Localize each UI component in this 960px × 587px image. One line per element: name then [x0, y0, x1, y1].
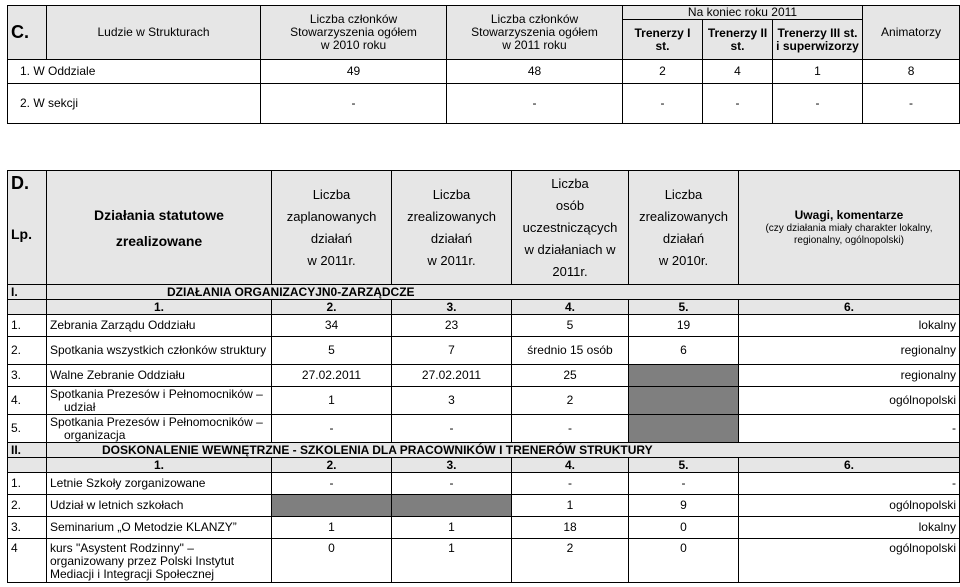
lp-header: Lp.: [11, 226, 32, 242]
trainers-3-line: i superwizorzy: [776, 38, 859, 53]
activities-line: zrealizowane: [115, 232, 203, 249]
cell-members-2010: 49: [261, 60, 447, 84]
realized-2011-line: działań: [430, 230, 473, 246]
row-number: 2.: [8, 495, 47, 517]
col-realized-2010-header: [629, 171, 739, 285]
planned-line: Liczba: [312, 186, 351, 202]
cell-trainers-3: 1: [773, 60, 863, 84]
cell-members-2011: -: [447, 84, 623, 124]
table-row: [8, 415, 960, 443]
cell-realized-2011: 1: [392, 539, 512, 583]
cell-planned: -: [272, 415, 392, 443]
table-row: [8, 60, 960, 84]
col-people-header: Ludzie w Strukturach: [47, 6, 261, 60]
row-number: 1.: [8, 473, 47, 495]
cell-remarks: lokalny: [739, 517, 960, 539]
table-row: [8, 387, 960, 415]
members-2010-line: Stowarzyszenia ogółem: [290, 25, 417, 39]
column-numbers-blank: [8, 300, 47, 315]
row-number: 3.: [8, 517, 47, 539]
column-number: 4.: [512, 300, 629, 315]
column-number: 3.: [392, 300, 512, 315]
cell-planned: 27.02.2011: [272, 365, 392, 387]
cell-realized-2010: [629, 415, 739, 443]
cell-remarks: ogólnopolski: [739, 539, 960, 583]
participants-line: uczestniczących: [522, 219, 618, 235]
column-numbers-row: [8, 458, 960, 473]
cell-remarks: ogólnopolski: [739, 495, 960, 517]
cell-participants: 25: [512, 365, 629, 387]
cell-remarks: -: [739, 473, 960, 495]
column-number: 5.: [629, 300, 739, 315]
cell-members-2010: -: [261, 84, 447, 124]
cell-participants: 1: [512, 495, 629, 517]
table-row: [8, 337, 960, 365]
table-row: [8, 315, 960, 337]
activities-line: Działania statutowe: [94, 206, 224, 223]
cell-realized-2011: 23: [392, 315, 512, 337]
part-1-title: DZIAŁANIA ORGANIZACYJN0-ZARZĄDCZE: [47, 285, 960, 300]
cell-realized-2011: 1: [392, 517, 512, 539]
row-number: 4: [8, 539, 47, 583]
section-d-table: [7, 170, 960, 583]
participants-line: Liczba: [551, 175, 589, 191]
col-animators-header: Animatorzy: [863, 6, 960, 60]
row-activity-name: Walne Zebranie Oddziału: [47, 365, 272, 387]
cell-participants: -: [512, 415, 629, 443]
row-activity-name: Zebrania Zarządu Oddziału: [47, 315, 272, 337]
cell-realized-2010: [629, 365, 739, 387]
end-of-year-header: Na koniec roku 2011: [623, 6, 863, 20]
col-trainers-2-header: [703, 20, 773, 60]
column-number: 6.: [739, 458, 960, 473]
remarks-note: (czy działania miały charakter lokalny, regionalny, ogólnopolski): [765, 223, 933, 246]
planned-line: działań: [310, 230, 353, 246]
section-c-letter: C.: [8, 6, 47, 60]
cell-participants: 2: [512, 539, 629, 583]
cell-planned: 0: [272, 539, 392, 583]
realized-2011-line: zrealizowanych: [407, 208, 496, 224]
cell-planned: 5: [272, 337, 392, 365]
cell-planned: 1: [272, 517, 392, 539]
row-number: 3.: [8, 365, 47, 387]
col-members-2011-header: [447, 6, 623, 60]
table-row: [8, 539, 960, 583]
col-realized-2011-header: [392, 171, 512, 285]
cell-realized-2011: -: [392, 415, 512, 443]
cell-realized-2010: 0: [629, 539, 739, 583]
realized-2010-line: Liczba: [664, 186, 703, 202]
trainers-2-line: st.: [730, 38, 745, 53]
part-1-title-row: [8, 285, 960, 300]
row-number: 2.: [8, 337, 47, 365]
column-number: 3.: [392, 458, 512, 473]
row-activity-name: Spotkania Prezesów i Pełnomocników – udział: [47, 387, 272, 415]
row-number: 4.: [8, 387, 47, 415]
section-c-table: [7, 5, 960, 124]
cell-realized-2010: [629, 387, 739, 415]
cell-remarks: regionalny: [739, 365, 960, 387]
cell-planned: 1: [272, 387, 392, 415]
cell-planned: 34: [272, 315, 392, 337]
column-numbers-row: [8, 300, 960, 315]
cell-members-2011: 48: [447, 60, 623, 84]
table-row: [8, 365, 960, 387]
participants-line: 2011r.: [552, 263, 588, 279]
trainers-1-line: st.: [655, 38, 670, 53]
realized-2010-line: zrealizowanych: [639, 208, 728, 224]
part-2-title: DOSKONALENIE WEWNĘTRZNE - SZKOLENIA DLA PRACOWNIKÓW I TRENERÓW STRUKTURY: [47, 443, 960, 458]
cell-trainers-1: 2: [623, 60, 703, 84]
row-activity-name: Spotkania wszystkich członków struktury: [47, 337, 272, 365]
column-number: 1.: [47, 458, 272, 473]
cell-animators: -: [863, 84, 960, 124]
members-2010-line: w 2010 roku: [320, 38, 387, 52]
cell-remarks: ogólnopolski: [739, 387, 960, 415]
cell-participants: -: [512, 473, 629, 495]
trainers-2-line: Trenerzy II: [707, 25, 768, 40]
part-1-roman: I.: [8, 285, 47, 300]
cell-planned: -: [272, 473, 392, 495]
col-trainers-3-header: [773, 20, 863, 60]
column-number: 2.: [272, 458, 392, 473]
trainers-3-line: Trenerzy III st.: [777, 25, 858, 40]
cell-participants: 18: [512, 517, 629, 539]
cell-realized-2011: 7: [392, 337, 512, 365]
column-number: 4.: [512, 458, 629, 473]
column-number: 2.: [272, 300, 392, 315]
cell-trainers-3: -: [773, 84, 863, 124]
cell-trainers-2: -: [703, 84, 773, 124]
row-activity-name: Seminarium „O Metodzie KLANZY”: [47, 517, 272, 539]
cell-realized-2011: [392, 495, 512, 517]
row-activity-name: Letnie Szkoły zorganizowane: [47, 473, 272, 495]
cell-planned: [272, 495, 392, 517]
column-numbers-blank: [8, 458, 47, 473]
row-activity-name: Udział w letnich szkołach: [47, 495, 272, 517]
cell-trainers-2: 4: [703, 60, 773, 84]
cell-realized-2010: 0: [629, 517, 739, 539]
cell-realized-2011: 3: [392, 387, 512, 415]
part-2-roman: II.: [8, 443, 47, 458]
table-row: [8, 517, 960, 539]
section-d-letter-cell: [8, 171, 47, 285]
col-activities-header: [47, 171, 272, 285]
cell-participants: 5: [512, 315, 629, 337]
row-label: 1. W Oddziale: [8, 60, 261, 84]
row-label: 2. W sekcji: [8, 84, 261, 124]
participants-line: w działaniach w: [524, 241, 616, 257]
members-2011-line: w 2011 roku: [502, 38, 567, 52]
col-members-2010-header: [261, 6, 447, 60]
row-activity-name: Spotkania Prezesów i Pełnomocników – organizacja: [47, 415, 272, 443]
row-number: 1.: [8, 315, 47, 337]
planned-line: w 2011r.: [307, 252, 356, 268]
column-number: 6.: [739, 300, 960, 315]
members-2011-line: Liczba członków: [490, 12, 579, 26]
col-participants-header: [512, 171, 629, 285]
cell-participants: 2: [512, 387, 629, 415]
row-number: 5.: [8, 415, 47, 443]
remarks-title: Uwagi, komentarze: [794, 208, 904, 222]
cell-realized-2010: 9: [629, 495, 739, 517]
column-number: 5.: [629, 458, 739, 473]
cell-realized-2011: -: [392, 473, 512, 495]
cell-realized-2011: 27.02.2011: [392, 365, 512, 387]
table-row: [8, 84, 960, 124]
table-row: [8, 495, 960, 517]
cell-realized-2010: 6: [629, 337, 739, 365]
col-planned-header: [272, 171, 392, 285]
table-row: [8, 473, 960, 495]
cell-realized-2010: 19: [629, 315, 739, 337]
section-d-letter: D.: [11, 173, 29, 193]
row-activity-name: kurs "Asystent Rodzinny" – organizowany przez Polski Instytut Mediacji i Integracji Społecznej: [47, 539, 272, 583]
realized-2010-line: działań: [662, 230, 705, 246]
cell-remarks: lokalny: [739, 315, 960, 337]
cell-remarks: -: [739, 415, 960, 443]
members-2010-line: Liczba członków: [309, 12, 398, 26]
cell-realized-2010: -: [629, 473, 739, 495]
col-remarks-header: [739, 171, 960, 285]
participants-line: osób: [555, 197, 585, 213]
realized-2011-line: Liczba: [432, 186, 471, 202]
trainers-1-line: Trenerzy I: [634, 25, 691, 40]
cell-trainers-1: -: [623, 84, 703, 124]
cell-animators: 8: [863, 60, 960, 84]
planned-line: zaplanowanych: [286, 208, 377, 224]
cell-remarks: regionalny: [739, 337, 960, 365]
column-number: 1.: [47, 300, 272, 315]
col-trainers-1-header: [623, 20, 703, 60]
section-d-header-row: [8, 171, 960, 285]
realized-2011-line: w 2011r.: [427, 252, 476, 268]
part-2-title-row: [8, 443, 960, 458]
members-2011-line: Stowarzyszenia ogółem: [471, 25, 598, 39]
realized-2010-line: w 2010r.: [658, 252, 709, 268]
cell-participants: średnio 15 osób: [512, 337, 629, 365]
